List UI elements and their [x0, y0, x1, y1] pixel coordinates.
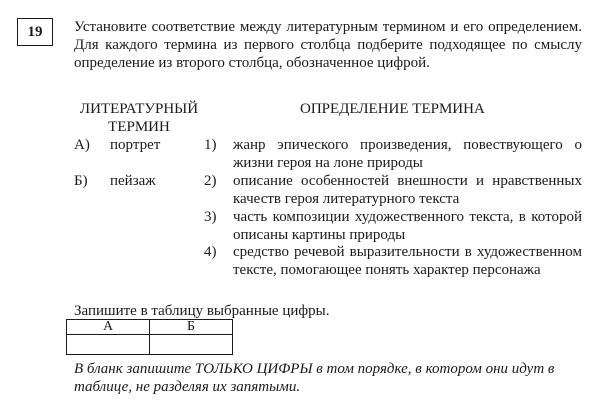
- answer-cell-b[interactable]: [150, 335, 233, 355]
- answer-header-b: Б: [150, 320, 233, 335]
- term-item-a: [74, 136, 204, 154]
- instruction-note: В бланк запишите ТОЛЬКО ЦИФРЫ в том порядке, в котором они идут в таблице, не разделяя их запятыми.: [74, 361, 555, 395]
- term-letter: А): [74, 137, 90, 153]
- definition-number: 2): [204, 173, 217, 189]
- definitions-column-header: ОПРЕДЕЛЕНИЕ ТЕРМИНА: [300, 101, 485, 117]
- definition-item-1: [204, 136, 582, 172]
- term-text: пейзаж: [110, 173, 156, 189]
- definition-number: 1): [204, 137, 217, 153]
- term-text: портрет: [110, 137, 161, 153]
- definition-item-2: [204, 172, 582, 208]
- definition-text: часть композиции художественного текста, в которой описаны картины природы: [233, 209, 582, 243]
- answer-cell-a[interactable]: [67, 335, 150, 355]
- term-item-b: [74, 172, 204, 190]
- answer-header-a: А: [67, 320, 150, 335]
- definition-number: 4): [204, 244, 217, 260]
- question-intro: Установите соответствие между литературным термином и его определением. Для каждого термина из первого столбца подберите подходящее по смыслу определение из второго столбца, обозначенное цифрой.: [74, 19, 582, 71]
- question-number: 19: [17, 18, 53, 46]
- answer-table-prompt: Запишите в таблицу выбранные цифры.: [74, 303, 330, 319]
- definition-number: 3): [204, 209, 217, 225]
- term-letter: Б): [74, 173, 88, 189]
- definition-item-4: [204, 243, 582, 279]
- answer-table: [66, 319, 233, 355]
- definition-text: жанр эпического произведения, повествующего о жизни героя на лоне природы: [233, 137, 582, 171]
- definition-text: описание особенностей внешности и нравственных качеств героя литературного текста: [233, 173, 582, 207]
- terms-column-header: ЛИТЕРАТУРНЫЙ ТЕРМИН: [79, 101, 199, 135]
- definition-item-3: [204, 208, 582, 244]
- definition-text: средство речевой выразительности в художественном тексте, помогающее понять характер персонажа: [233, 244, 582, 278]
